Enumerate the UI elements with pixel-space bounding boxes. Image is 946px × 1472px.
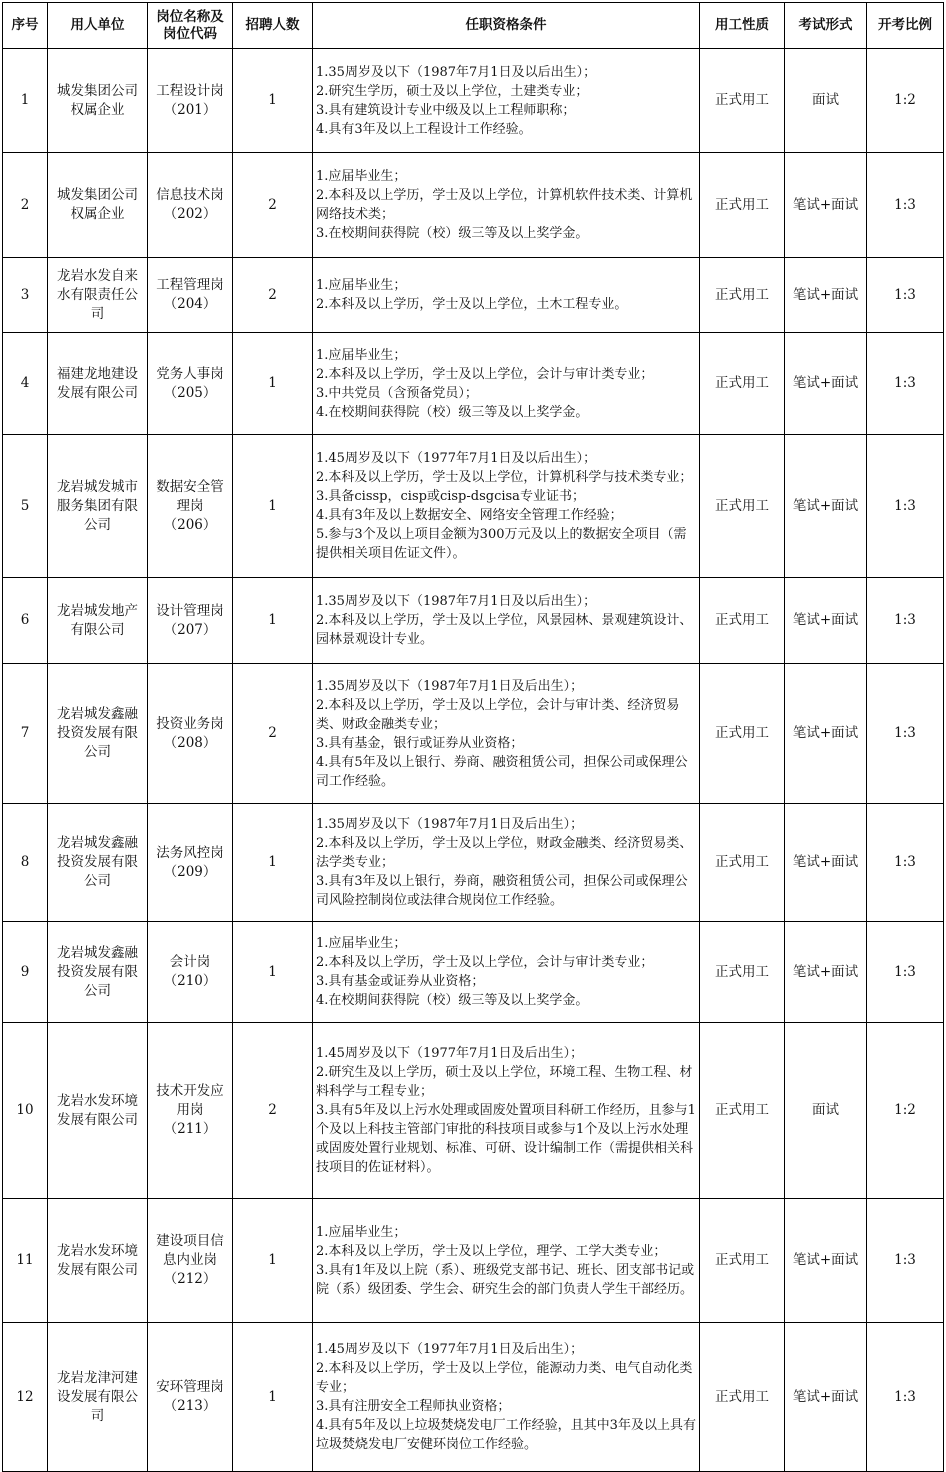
table-row	[3, 1199, 944, 1323]
post-cell	[148, 578, 233, 664]
qualification-item: 4.具有3年及以上工程设计工作经验。	[316, 121, 532, 137]
headcount-cell: 2	[233, 1023, 313, 1199]
employment-type-cell: 正式用工	[700, 1023, 785, 1199]
exam-ratio-cell: 1:3	[867, 922, 944, 1023]
exam-ratio-cell: 1:3	[867, 804, 944, 922]
exam-ratio-cell: 1:2	[867, 1023, 944, 1199]
employer-cell: 龙岩城发鑫融投资发展有限公司	[48, 922, 148, 1023]
post-cell	[148, 258, 233, 333]
employer-cell: 龙岩城发鑫融投资发展有限公司	[48, 804, 148, 922]
post-name: 数据安全管理岗	[156, 478, 224, 514]
seq-cell: 1	[3, 49, 48, 153]
employer-cell: 龙岩城发地产有限公司	[48, 578, 148, 664]
qualifications-cell	[313, 1323, 700, 1472]
qualifications-cell	[313, 258, 700, 333]
post-name: 会计岗	[169, 954, 211, 970]
qualification-item: 1.应届毕业生；	[316, 1224, 407, 1240]
qualification-item: 2.本科及以上学历，学士及以上学位，会计与审计类专业；	[316, 955, 654, 970]
seq-cell: 4	[3, 333, 48, 435]
exam-format-cell: 笔试+面试	[785, 333, 867, 435]
post-name: 技术开发应用岗	[156, 1083, 224, 1118]
post-code: （205）	[163, 384, 217, 401]
qualification-item: 2.本科及以上学历，学士及以上学位，理学、工学大类专业；	[316, 1243, 667, 1259]
exam-format-cell: 笔试+面试	[785, 804, 867, 922]
employer-cell: 龙岩城发鑫融投资发展有限公司	[48, 664, 148, 804]
seq-cell: 12	[3, 1323, 48, 1472]
qualification-item: 3.具有基金，银行或证券从业资格；	[316, 735, 524, 751]
header-seq: 序号	[3, 3, 48, 49]
qualification-item: 1.45周岁及以下（1977年7月1日及后出生）；	[316, 1046, 584, 1061]
post-name: 工程设计岗	[156, 82, 224, 99]
post-code: （211）	[163, 1121, 217, 1137]
headcount-cell: 2	[233, 664, 313, 804]
qualification-item: 1.应届毕业生；	[316, 278, 407, 293]
exam-ratio-cell: 1:3	[867, 333, 944, 435]
post-code: （209）	[163, 863, 217, 880]
qualifications-cell	[313, 1199, 700, 1323]
employment-type-cell: 正式用工	[700, 1323, 785, 1472]
exam-ratio-cell: 1:3	[867, 258, 944, 333]
header-unit: 用人单位	[48, 3, 148, 49]
qualifications-cell	[313, 1023, 700, 1199]
exam-format-cell: 笔试+面试	[785, 1323, 867, 1472]
qualification-item: 1.35周岁及以下（1987年7月1日及后出生）；	[316, 817, 584, 832]
post-code: （208）	[163, 734, 217, 751]
post-cell	[148, 664, 233, 804]
post-code: （204）	[163, 296, 217, 312]
seq-cell: 9	[3, 922, 48, 1023]
exam-format-cell: 笔试+面试	[785, 922, 867, 1023]
qualification-item: 1.35周岁及以下（1987年7月1日及以后出生）；	[316, 64, 597, 80]
header-exam-ratio: 开考比例	[867, 3, 944, 49]
employer-cell: 龙岩水发环境发展有限公司	[48, 1199, 148, 1323]
qualifications-cell	[313, 49, 700, 153]
exam-format-cell: 笔试+面试	[785, 258, 867, 333]
post-code: （212）	[163, 1271, 217, 1287]
header-post: 岗位名称及岗位代码	[148, 3, 233, 49]
table-row	[3, 153, 944, 258]
seq-cell: 8	[3, 804, 48, 922]
qualification-item: 1.45周岁及以下（1977年7月1日及以后出生）；	[316, 451, 597, 466]
header-count: 招聘人数	[233, 3, 313, 49]
post-name: 安环管理岗	[156, 1379, 224, 1395]
seq-cell: 11	[3, 1199, 48, 1323]
post-name: 工程管理岗	[156, 277, 224, 293]
exam-ratio-cell: 1:3	[867, 153, 944, 258]
exam-format-cell: 笔试+面试	[785, 664, 867, 804]
exam-format-cell: 笔试+面试	[785, 578, 867, 664]
qualification-item: 4.具有5年及以上垃圾焚烧发电厂工作经验，且其中3年及以上具有垃圾焚烧发电厂安健环岗位工作经验。	[316, 1418, 696, 1452]
post-name: 党务人事岗	[156, 365, 224, 382]
qualification-item: 4.在校期间获得院（校）级三等及以上奖学金。	[316, 404, 589, 420]
headcount-cell: 1	[233, 333, 313, 435]
employer-cell: 城发集团公司权属企业	[48, 153, 148, 258]
qualifications-cell	[313, 435, 700, 578]
qualification-item: 2.本科及以上学历，学士及以上学位，会计与审计类专业；	[316, 366, 654, 382]
qualification-item: 1.应届毕业生；	[316, 936, 407, 951]
employer-cell: 龙岩水发自来水有限责任公司	[48, 258, 148, 333]
seq-cell: 6	[3, 578, 48, 664]
employer-cell: 龙岩龙津河建设发展有限公司	[48, 1323, 148, 1472]
table-row	[3, 664, 944, 804]
employment-type-cell: 正式用工	[700, 804, 785, 922]
qualification-item: 3.具有基金或证券从业资格；	[316, 974, 485, 989]
employer-cell: 龙岩水发环境发展有限公司	[48, 1023, 148, 1199]
post-cell	[148, 333, 233, 435]
seq-cell: 10	[3, 1023, 48, 1199]
post-cell	[148, 153, 233, 258]
qualifications-cell	[313, 153, 700, 258]
table-row	[3, 578, 944, 664]
employment-type-cell: 正式用工	[700, 258, 785, 333]
table-row	[3, 1323, 944, 1472]
header-row	[3, 3, 944, 49]
table-row	[3, 435, 944, 578]
qualification-item: 4.具有3年及以上数据安全、网络安全管理工作经验；	[316, 508, 623, 523]
post-name: 信息技术岗	[156, 187, 224, 203]
qualification-item: 3.具有1年及以上院（系）、班级党支部书记、班长、团支部书记或院（系）级团委、学生会、研究生会的部门负责人学生干部经历。	[316, 1262, 695, 1297]
exam-format-cell: 笔试+面试	[785, 153, 867, 258]
qualification-item: 1.45周岁及以下（1977年7月1日及后出生）；	[316, 1342, 584, 1357]
post-cell	[148, 435, 233, 578]
post-cell	[148, 1323, 233, 1472]
qualification-item: 2.本科及以上学历，学士及以上学位，财政金融类、经济贸易类、法学类专业；	[316, 836, 693, 870]
post-code: （206）	[163, 516, 217, 533]
employment-type-cell: 正式用工	[700, 578, 785, 664]
exam-format-cell: 面试	[785, 49, 867, 153]
employment-type-cell: 正式用工	[700, 1199, 785, 1323]
headcount-cell: 1	[233, 49, 313, 153]
qualification-item: 1.应届毕业生；	[316, 169, 407, 184]
qualification-item: 3.具有建筑设计专业中级及以上工程师职称；	[316, 102, 576, 118]
post-cell	[148, 922, 233, 1023]
employment-type-cell: 正式用工	[700, 153, 785, 258]
headcount-cell: 2	[233, 153, 313, 258]
qualifications-cell	[313, 578, 700, 664]
qualification-item: 3.具备cissp，cisp或cisp-dsgcisa专业证书；	[316, 489, 585, 504]
seq-cell: 3	[3, 258, 48, 333]
employment-type-cell: 正式用工	[700, 49, 785, 153]
qualifications-cell	[313, 922, 700, 1023]
recruitment-table	[2, 2, 944, 1472]
seq-cell: 7	[3, 664, 48, 804]
table-row	[3, 333, 944, 435]
table-row	[3, 49, 944, 153]
post-code: （210）	[163, 973, 217, 989]
qualification-item: 5.参与3个及以上项目金额为300万元及以上的数据安全项目（需提供相关项目佐证文件）。	[316, 527, 687, 561]
employment-type-cell: 正式用工	[700, 435, 785, 578]
qualification-item: 1.应届毕业生；	[316, 347, 407, 363]
headcount-cell: 1	[233, 1199, 313, 1323]
qualification-item: 2.研究生及以上学历，硕士及以上学位，环境工程、生物工程、材料科学与工程专业；	[316, 1065, 693, 1099]
post-cell	[148, 804, 233, 922]
employer-cell: 福建龙地建设发展有限公司	[48, 333, 148, 435]
qualification-item: 1.35周岁及以下（1987年7月1日及后出生）；	[316, 678, 584, 694]
post-code: （202）	[163, 206, 217, 222]
employment-type-cell: 正式用工	[700, 922, 785, 1023]
employment-type-cell: 正式用工	[700, 664, 785, 804]
qualifications-cell	[313, 664, 700, 804]
post-name: 建设项目信息内业岗	[156, 1233, 224, 1268]
post-cell	[148, 49, 233, 153]
header-employment-type: 用工性质	[700, 3, 785, 49]
post-name: 设计管理岗	[156, 602, 224, 619]
post-code: （207）	[163, 621, 217, 638]
qualification-item: 2.本科及以上学历，学士及以上学位，土木工程专业。	[316, 297, 628, 312]
post-cell	[148, 1023, 233, 1199]
qualification-item: 2.本科及以上学历，学士及以上学位，风景园林、景观建筑设计、园林景观设计专业。	[316, 613, 693, 647]
table-body	[3, 49, 944, 1472]
qualification-item: 3.在校期间获得院（校）级三等及以上奖学金。	[316, 226, 589, 241]
headcount-cell: 1	[233, 435, 313, 578]
seq-cell: 2	[3, 153, 48, 258]
employer-cell: 城发集团公司权属企业	[48, 49, 148, 153]
qualification-item: 2.本科及以上学历，学士及以上学位，会计与审计类、经济贸易类、财政金融类专业；	[316, 697, 680, 732]
employment-type-cell: 正式用工	[700, 333, 785, 435]
header-qualifications: 任职资格条件	[313, 3, 700, 49]
qualification-item: 3.中共党员（含预备党员）；	[316, 385, 478, 401]
qualifications-cell	[313, 333, 700, 435]
headcount-cell: 2	[233, 258, 313, 333]
exam-ratio-cell: 1:3	[867, 1323, 944, 1472]
qualification-item: 2.研究生学历，硕士及以上学位，土建类专业；	[316, 83, 589, 99]
exam-format-cell: 笔试+面试	[785, 435, 867, 578]
exam-format-cell: 笔试+面试	[785, 1199, 867, 1323]
post-cell	[148, 1199, 233, 1323]
seq-cell: 5	[3, 435, 48, 578]
table-row	[3, 1023, 944, 1199]
headcount-cell: 1	[233, 804, 313, 922]
table-row	[3, 922, 944, 1023]
post-code: （201）	[163, 101, 217, 118]
exam-ratio-cell: 1:3	[867, 435, 944, 578]
qualification-item: 4.具有5年及以上银行、券商、融资租赁公司，担保公司或保理公司工作经验。	[316, 754, 688, 789]
exam-format-cell: 面试	[785, 1023, 867, 1199]
post-name: 法务风控岗	[156, 844, 224, 861]
headcount-cell: 1	[233, 1323, 313, 1472]
qualification-item: 3.具有3年及以上银行，券商，融资租赁公司，担保公司或保理公司风险控制岗位或法律合规岗位工作经验。	[316, 874, 688, 908]
qualifications-cell	[313, 804, 700, 922]
headcount-cell: 1	[233, 922, 313, 1023]
qualification-item: 1.35周岁及以下（1987年7月1日及以后出生）；	[316, 594, 597, 609]
qualification-item: 4.在校期间获得院（校）级三等及以上奖学金。	[316, 993, 589, 1008]
exam-ratio-cell: 1:2	[867, 49, 944, 153]
employer-cell: 龙岩城发城市服务集团有限公司	[48, 435, 148, 578]
exam-ratio-cell: 1:3	[867, 664, 944, 804]
header-exam-format: 考试形式	[785, 3, 867, 49]
table-row	[3, 258, 944, 333]
qualification-item: 2.本科及以上学历，学士及以上学位，能源动力类、电气自动化类专业；	[316, 1361, 693, 1395]
qualification-item: 2.本科及以上学历，学士及以上学位，计算机软件技术类、计算机网络技术类；	[316, 188, 693, 222]
post-code: （213）	[163, 1398, 217, 1414]
qualification-item: 3.具有5年及以上污水处理或固废处置项目科研工作经历，且参与1个及以上科技主管部门审批的科技项目或参与1个及以上污水处理或固废处置行业规划、标准、可研、设计编制工作（需提供相关科技项目的佐证材料）。	[316, 1103, 696, 1175]
headcount-cell: 1	[233, 578, 313, 664]
qualification-item: 2.本科及以上学历，学士及以上学位，计算机科学与技术类专业；	[316, 470, 693, 485]
table-row	[3, 804, 944, 922]
exam-ratio-cell: 1:3	[867, 578, 944, 664]
exam-ratio-cell: 1:3	[867, 1199, 944, 1323]
post-name: 投资业务岗	[156, 715, 224, 732]
qualification-item: 3.具有注册安全工程师执业资格；	[316, 1399, 511, 1414]
